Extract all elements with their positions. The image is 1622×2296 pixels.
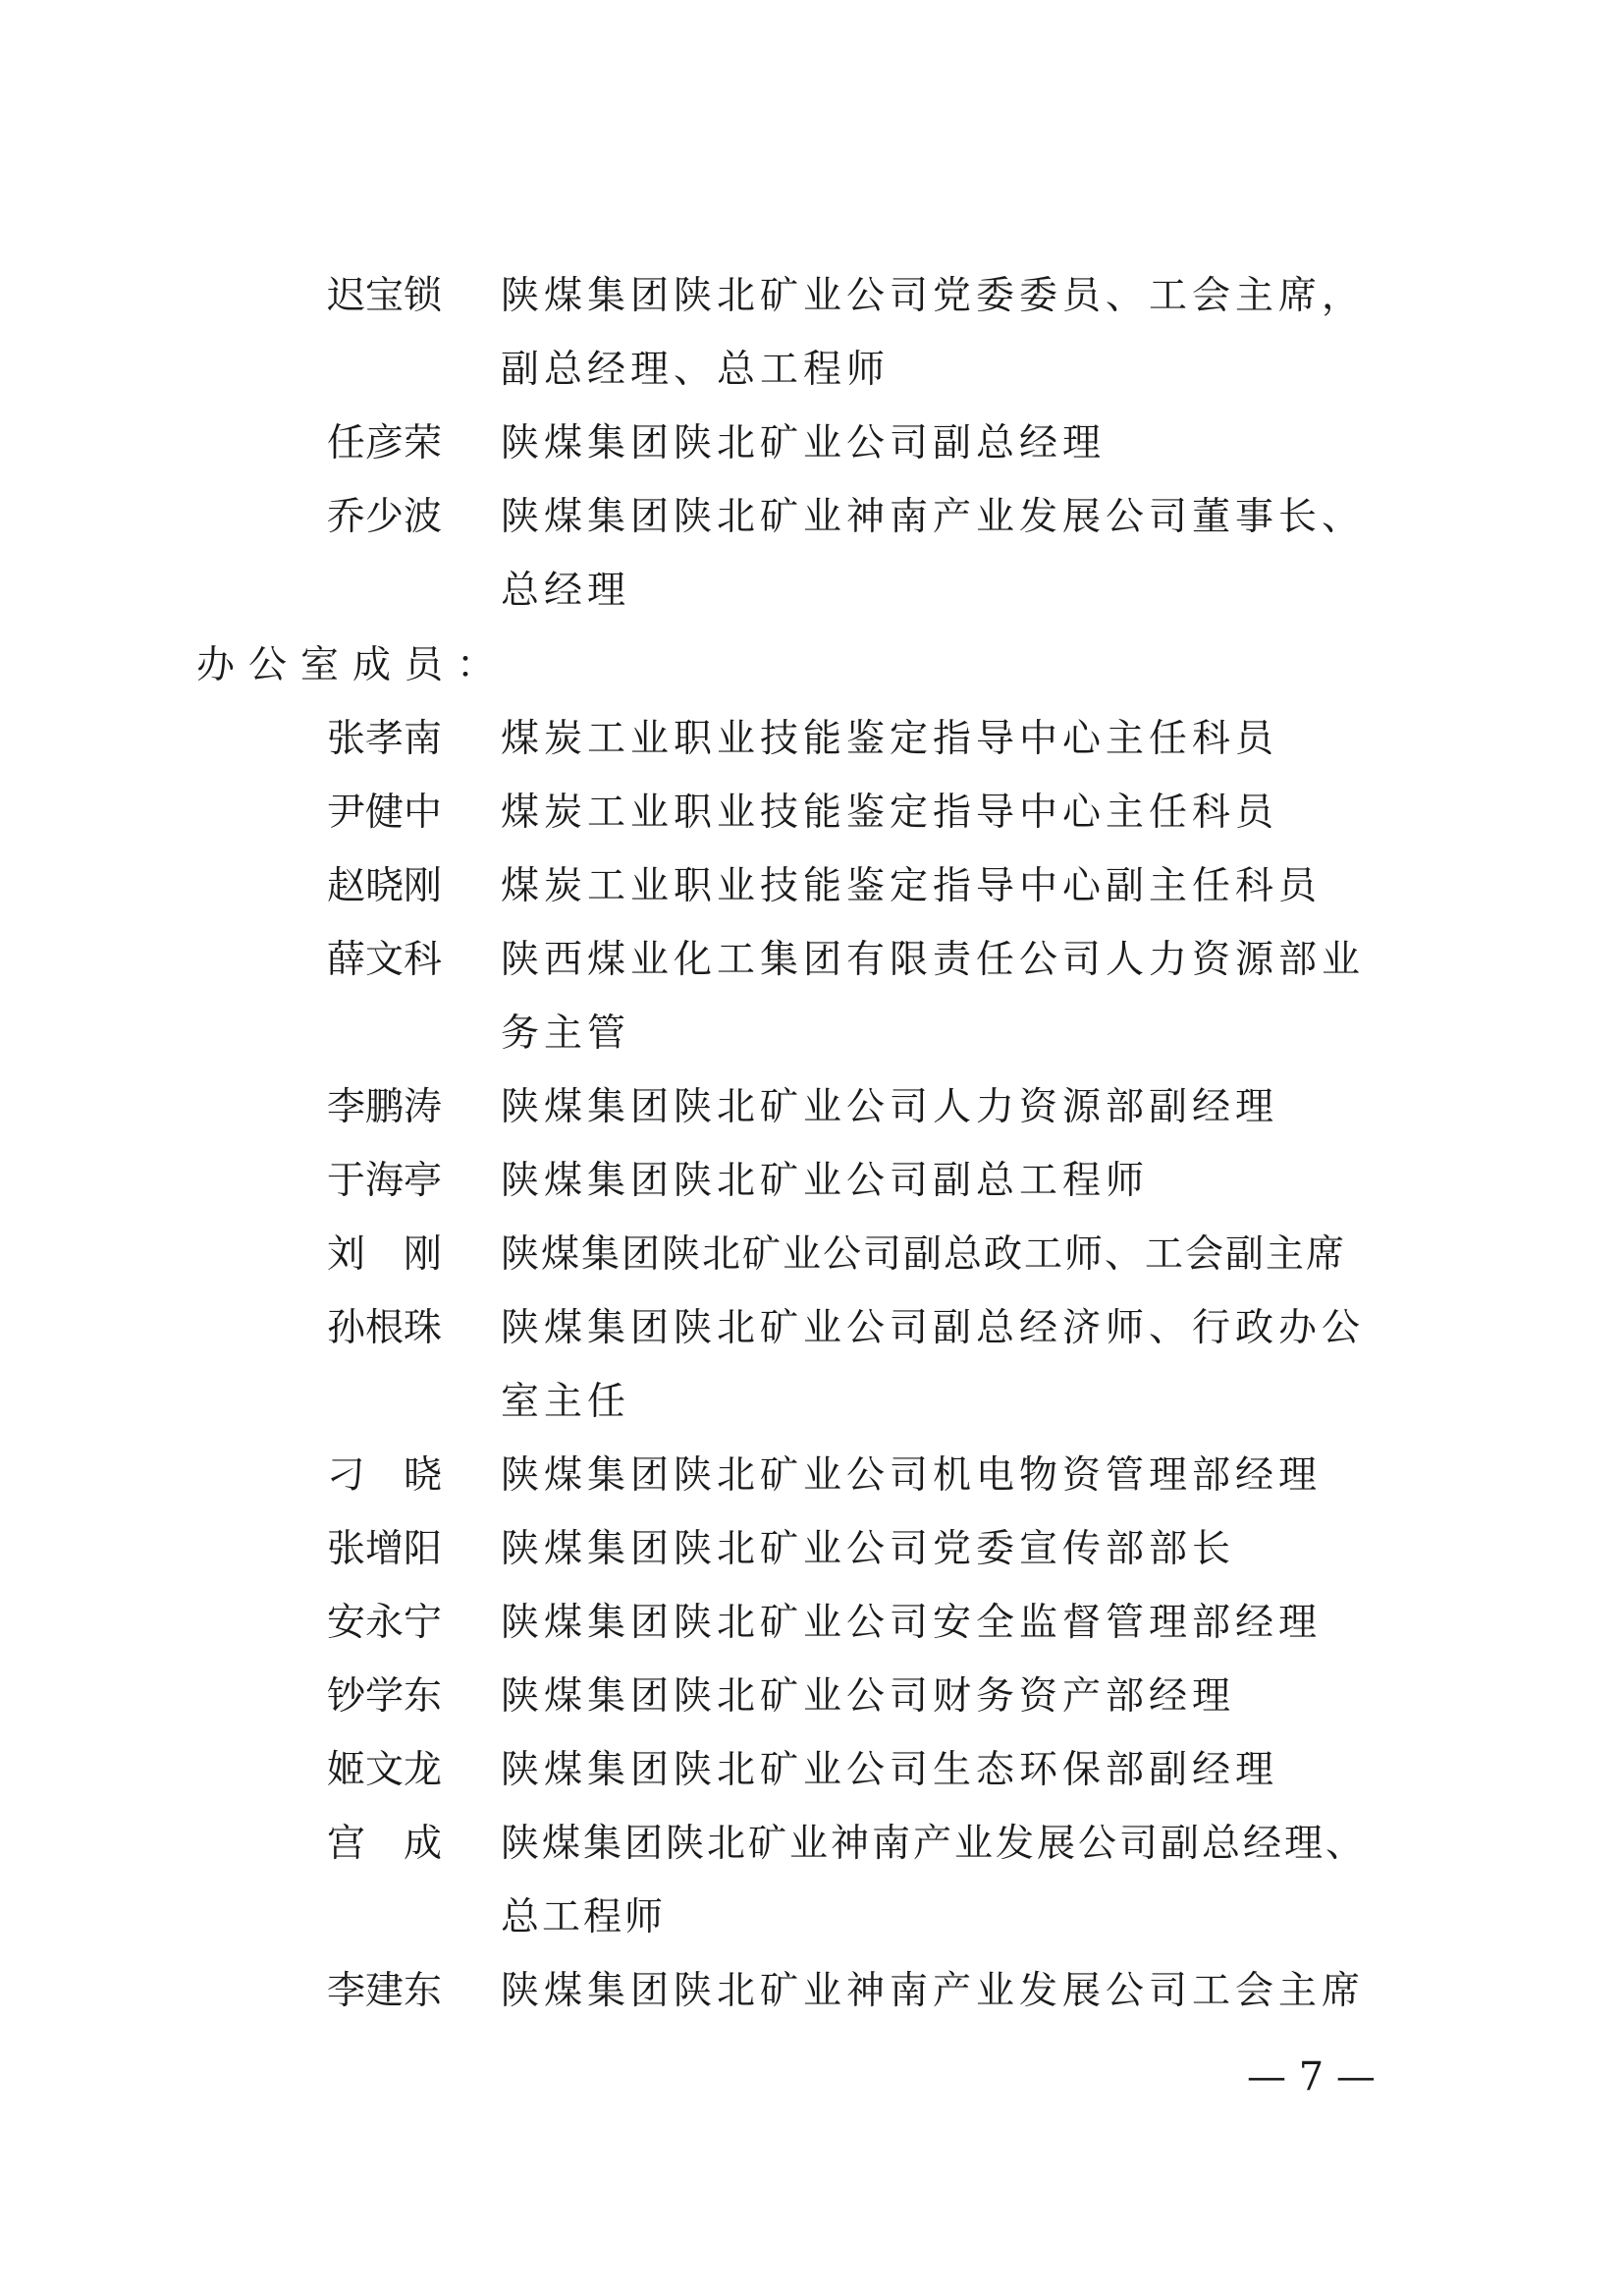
office-members-label: 办公室成员： [196, 643, 510, 687]
person-name: 姬文龙 [327, 1748, 443, 1792]
person-role [501, 776, 1414, 849]
role-line: 陕煤集团陕北矿业神南产业发展公司副总经理、 [501, 1822, 1368, 1866]
role-line: 陕煤集团陕北矿业公司生态环保部副经理 [501, 1748, 1279, 1792]
person-role [501, 923, 1414, 1070]
person-name: 孙根珠 [327, 1306, 443, 1350]
person-role [501, 1218, 1414, 1291]
person-role [501, 1954, 1414, 2028]
person-name: 于海亭 [327, 1159, 443, 1203]
person-role [501, 1733, 1414, 1807]
role-line: 陕煤集团陕北矿业神南产业发展公司董事长、 [501, 495, 1366, 539]
role-line: 煤炭工业职业技能鉴定指导中心主任科员 [501, 717, 1279, 761]
person-role [501, 1586, 1414, 1660]
person-role [501, 702, 1414, 776]
role-line: 陕煤集团陕北矿业公司副总经济师、行政办公 [501, 1306, 1366, 1350]
role-line: 室主任 [501, 1380, 631, 1424]
role-line: 煤炭工业职业技能鉴定指导中心副主任科员 [501, 864, 1323, 908]
person-name: 迟宝锁 [327, 274, 443, 318]
person-role [501, 1291, 1414, 1439]
person-role [501, 480, 1414, 628]
page-number: — 7 — [1247, 2054, 1376, 2100]
role-line: 陕煤集团陕北矿业公司党委宣传部部长 [501, 1527, 1236, 1571]
person-name: 薛文科 [327, 938, 443, 982]
person-name: 张增阳 [327, 1527, 443, 1571]
person-name: 任彦荣 [327, 421, 443, 465]
role-line: 陕煤集团陕北矿业公司副总经理 [501, 421, 1107, 465]
role-line: 陕煤集团陕北矿业公司机电物资管理部经理 [501, 1453, 1323, 1498]
person-role [501, 259, 1414, 407]
person-name: 赵晓刚 [327, 864, 443, 908]
person-name: 宫 成 [327, 1822, 443, 1866]
person-name: 刁 晓 [327, 1453, 443, 1498]
role-line: 陕煤集团陕北矿业神南产业发展公司工会主席 [501, 1969, 1366, 2013]
role-line: 陕煤集团陕北矿业公司副总政工师、工会副主席 [501, 1232, 1347, 1277]
role-line: 陕煤集团陕北矿业公司人力资源部副经理 [501, 1085, 1279, 1129]
role-line: 务主管 [501, 1011, 631, 1056]
role-line: 陕西煤业化工集团有限责任公司人力资源部业 [501, 938, 1366, 982]
person-role [501, 1070, 1414, 1144]
person-role [501, 849, 1414, 923]
person-name: 李建东 [327, 1969, 443, 2013]
role-line: 陕煤集团陕北矿业公司副总工程师 [501, 1159, 1150, 1203]
role-line: 总工程师 [501, 1895, 667, 1940]
role-line: 陕煤集团陕北矿业公司财务资产部经理 [501, 1674, 1236, 1719]
person-name: 刘 刚 [327, 1232, 443, 1277]
person-role [501, 1439, 1414, 1512]
person-name: 李鹏涛 [327, 1085, 443, 1129]
person-name: 张孝南 [327, 717, 443, 761]
role-line: 陕煤集团陕北矿业公司安全监督管理部经理 [501, 1601, 1323, 1645]
person-role [501, 1144, 1414, 1218]
person-name: 尹健中 [327, 791, 443, 835]
role-line: 副总经理、总工程师 [501, 348, 891, 392]
person-role [501, 407, 1414, 480]
person-role [501, 1807, 1414, 1954]
role-line: 煤炭工业职业技能鉴定指导中心主任科员 [501, 791, 1279, 835]
person-name: 乔少波 [327, 495, 443, 539]
role-line: 陕煤集团陕北矿业公司党委委员、工会主席， [501, 274, 1366, 318]
person-role [501, 1660, 1414, 1733]
role-line: 总经理 [501, 569, 631, 613]
person-name: 钞学东 [327, 1674, 443, 1719]
person-role [501, 1512, 1414, 1586]
person-name: 安永宁 [327, 1601, 443, 1645]
